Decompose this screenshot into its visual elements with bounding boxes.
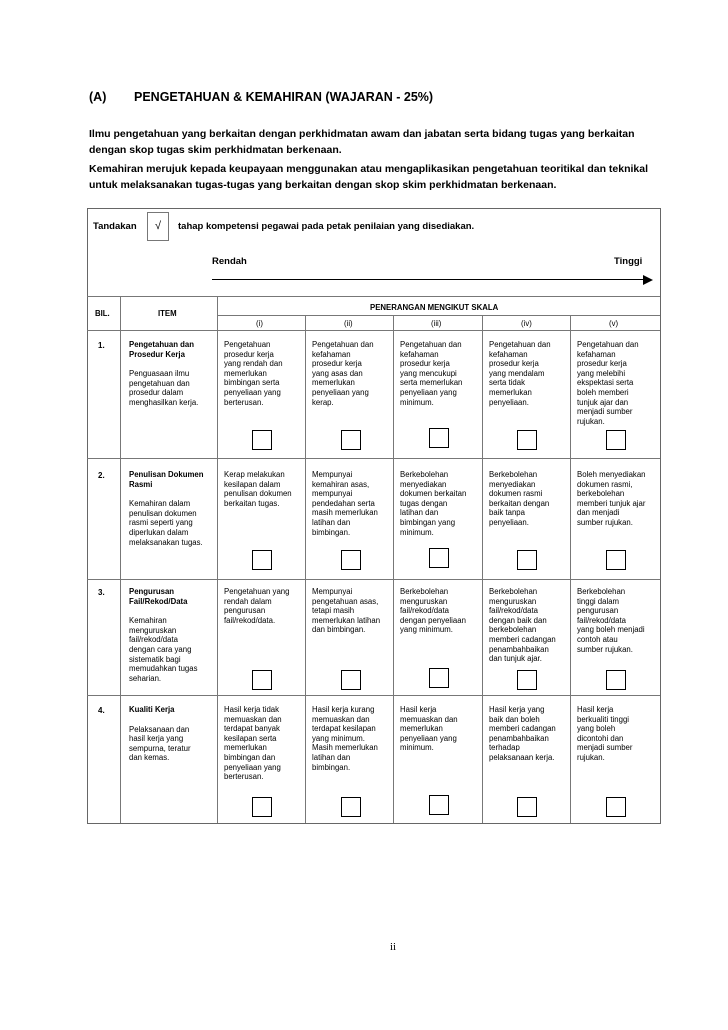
item-title: Penulisan Dokumen Rasmi [129, 470, 204, 489]
row-rule-2 [87, 579, 660, 580]
scale-description: Berkebolehan tinggi dalam pengurusan fail/rekod/data yang boleh menjadi contoh atau sumber rujukan. [577, 587, 645, 654]
col-rule-3 [482, 315, 483, 823]
scale-description: Pengetahuan dan kefahaman prosedur kerja yang mencukupi serta memerlukan penyeliaan yang minimum. [400, 340, 463, 407]
scale-description: Berkebolehan menyediakan dokumen berkaitan tugas dengan latihan dan bimbingan yang minimum. [400, 470, 467, 537]
scale-description: Hasil kerja yang baik dan boleh memberi cadangan penambahbaikan terhadap pelaksanaan kerja. [489, 705, 556, 762]
row-number: 2. [98, 471, 105, 480]
rating-checkbox[interactable] [606, 430, 626, 450]
rating-checkbox[interactable] [429, 668, 449, 688]
scale-description: Berkebolehan menyediakan dokumen rasmi berkaitan dengan baik tanpa penyeliaan. [489, 470, 550, 527]
rating-checkbox[interactable] [517, 550, 537, 570]
level-label: (i) [256, 319, 263, 328]
scale-description: Mempunyai pengetahuan asas, tetapi masih memerlukan latihan dan bimbingan. [312, 587, 381, 635]
rating-checkbox[interactable] [606, 550, 626, 570]
arrow-right-icon [643, 275, 653, 285]
scale-description: Berkebolehan menguruskan fail/rekod/data dengan penyeliaan yang minimum. [400, 587, 466, 635]
rating-checkbox[interactable] [429, 795, 449, 815]
item-title: Pengurusan Fail/Rekod/Data [129, 587, 188, 606]
rating-checkbox[interactable] [429, 428, 449, 448]
instruction-prefix: Tandakan [93, 221, 137, 232]
row-rule-3 [87, 695, 660, 696]
scale-description: Pengetahuan dan kefahaman prosedur kerja yang mendalam serta tidak memerlukan penyeliaan. [489, 340, 551, 407]
rating-checkbox[interactable] [252, 430, 272, 450]
scale-arrow [212, 279, 646, 280]
item-cell [129, 470, 217, 547]
item-title: Kualiti Kerja [129, 705, 175, 714]
rating-checkbox[interactable] [341, 550, 361, 570]
header-top-rule [87, 296, 660, 297]
rating-checkbox[interactable] [517, 430, 537, 450]
level-label: (iii) [431, 319, 442, 328]
scale-description: Berkebolehan menguruskan fail/rekod/data dengan baik dan berkebolehan memberi cadangan penambahbaikan dan tunjuk ajar. [489, 587, 556, 664]
scale-description: Mempunyai kemahiran asas, mempunyai pendedahan serta masih memerlukan latihan dan bimbingan. [312, 470, 378, 537]
item-cell [129, 587, 217, 683]
item-description: Kemahiran menguruskan fail/rekod/data dengan cara yang sistematik bagi memudahkan tugas seharian. [129, 616, 198, 683]
rating-checkbox[interactable] [252, 797, 272, 817]
row-number: 3. [98, 588, 105, 597]
paragraph-skill: Kemahiran merujuk kepada keupayaan menggunakan atau mengaplikasikan pengetahuan teoritikal dan teknikal untuk melaksanakan tugas-tugas yang berkaitan dengan skop skim perkhidmatan berkenaan. [89, 163, 649, 191]
section-label: (A) [89, 90, 107, 104]
row-number: 1. [98, 341, 105, 350]
rating-checkbox[interactable] [341, 430, 361, 450]
row-rule-1 [87, 458, 660, 459]
col-rule-item [217, 296, 218, 823]
rating-checkbox[interactable] [341, 670, 361, 690]
level-label: (iv) [521, 319, 532, 328]
scale-description: Hasil kerja tidak memuaskan dan terdapat banyak kesilapan serta memerlukan bimbingan dan penyeliaan yang berterusan. [224, 705, 282, 782]
col-header-scale: PENERANGAN MENGIKUT SKALA [370, 303, 499, 312]
rating-checkbox[interactable] [606, 797, 626, 817]
section-title: PENGETAHUAN & KEMAHIRAN (WAJARAN - 25%) [134, 90, 434, 104]
item-title: Pengetahuan dan Prosedur Kerja [129, 340, 194, 359]
scale-description: Hasil kerja kurang memuaskan dan terdapat kesilapan yang minimum. Masih memerlukan latihan dan bimbingan. [312, 705, 378, 772]
tick-mark-icon: √ [147, 212, 169, 241]
item-description: Pelaksanaan dan hasil kerja yang sempurna, teratur dan kemas. [129, 724, 191, 763]
scale-description: Hasil kerja memuaskan dan memerlukan penyeliaan yang minimum. [400, 705, 458, 753]
col-rule-2 [393, 315, 394, 823]
col-header-bil: BIL. [95, 309, 110, 318]
col-rule-4 [570, 315, 571, 823]
col-header-item: ITEM [158, 309, 177, 318]
header-mid-rule [217, 315, 660, 316]
level-label: (v) [609, 319, 619, 328]
item-description: Kemahiran dalam penulisan dokumen rasmi seperti yang diperlukan dalam melaksanakan tugas. [129, 499, 203, 547]
item-cell [129, 705, 217, 763]
row-number: 4. [98, 706, 105, 715]
rating-checkbox[interactable] [341, 797, 361, 817]
page-number: ii [390, 941, 397, 953]
scale-description: Pengetahuan yang rendah dalam pengurusan fail/rekod/data. [224, 587, 290, 625]
scale-low-label: Rendah [212, 256, 247, 267]
level-label: (ii) [344, 319, 353, 328]
rating-checkbox[interactable] [517, 670, 537, 690]
paragraph-knowledge: Ilmu pengetahuan yang berkaitan dengan perkhidmatan awam dan jabatan serta bidang tugas yang berkaitan dengan skop tugas skim perkhidmatan berkenaan. [89, 128, 635, 156]
col-rule-1 [305, 315, 306, 823]
rating-checkbox[interactable] [252, 550, 272, 570]
scale-description: Kerap melakukan kesilapan dalam penulisan dokumen berkaitan tugas. [224, 470, 292, 508]
instruction-text: tahap kompetensi pegawai pada petak penilaian yang disediakan. [178, 221, 475, 232]
scale-description: Hasil kerja berkualiti tinggi yang boleh dicontohi dan menjadi sumber rujukan. [577, 705, 633, 762]
scale-high-label: Tinggi [614, 256, 643, 267]
rating-checkbox[interactable] [606, 670, 626, 690]
rating-checkbox[interactable] [517, 797, 537, 817]
scale-description: Pengetahuan dan kefahaman prosedur kerja yang asas dan memerlukan penyeliaan yang kerap. [312, 340, 374, 407]
rating-checkbox[interactable] [252, 670, 272, 690]
scale-description: Pengetahuan dan kefahaman prosedur kerja yang melebihi ekspektasi serta boleh memberi tunjuk ajar dan menjadi sumber rujukan. [577, 340, 639, 426]
col-rule-bil [120, 296, 121, 823]
scale-description: Boleh menyediakan dokumen rasmi, berkebolehan memberi tunjuk ajar dan menjadi sumber rujukan. [577, 470, 646, 527]
scale-description: Pengetahuan prosedur kerja yang rendah dan memerlukan bimbingan serta penyeliaan yang berterusan. [224, 340, 283, 407]
item-description: Penguasaan ilmu pengetahuan dan prosedur dalam menghasilkan kerja. [129, 369, 199, 407]
item-cell [129, 340, 217, 408]
rating-checkbox[interactable] [429, 548, 449, 568]
header-bottom-rule [87, 330, 660, 331]
